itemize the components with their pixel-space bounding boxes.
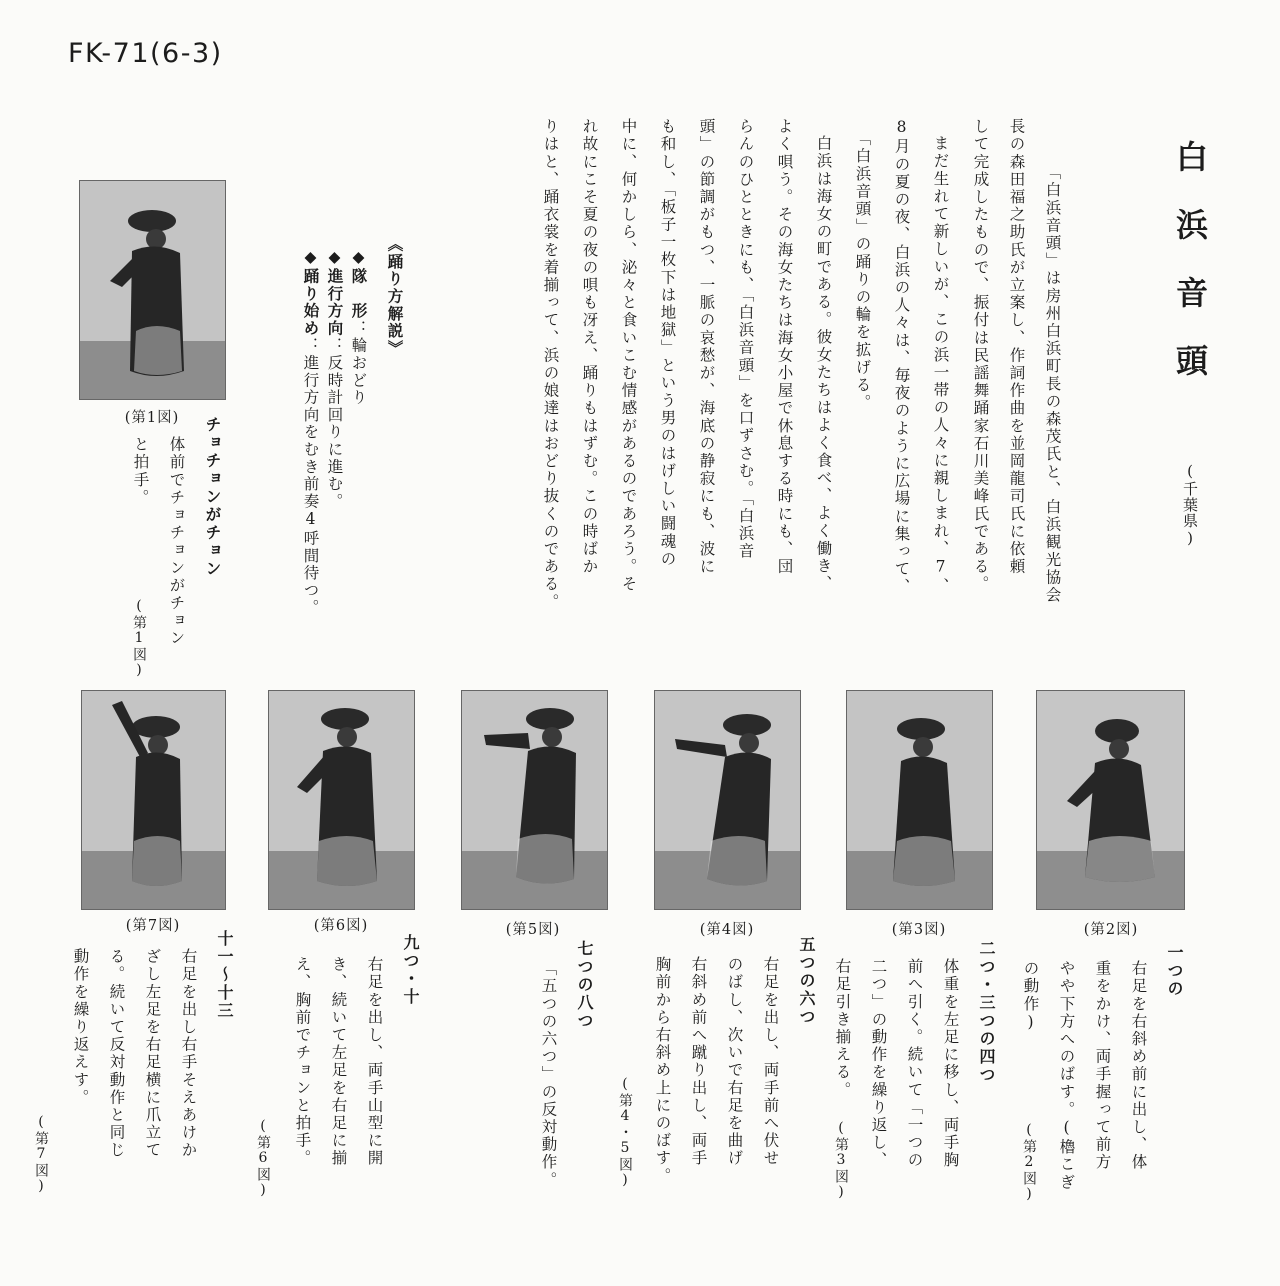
intro-line: も和し、「板子一枚下は地獄」という男のはげしい闘魂の: [658, 118, 677, 568]
legend-separator: ：: [325, 337, 344, 355]
step-line: 重をかけ、両手握って前方: [1093, 960, 1112, 1172]
dance-photo-fig6: [268, 690, 415, 910]
diamond-icon: ◆: [301, 248, 320, 268]
page-title: 白浜音頭: [1171, 140, 1209, 412]
photo-caption: (第6図): [313, 918, 369, 934]
diamond-icon: ◆: [325, 248, 344, 268]
intro-line: 白浜は海女の町である。彼女たちはよく食べ、よく働き、: [814, 135, 833, 593]
dance-photo-fig7: [81, 690, 226, 910]
photo-caption: (第2図): [1083, 922, 1139, 938]
step-line: 右足を出し、両手山型に開: [365, 956, 384, 1168]
step-line: やや下方へのばす。(櫓こぎ: [1057, 960, 1076, 1192]
legend-label: 進行方向: [325, 267, 344, 338]
step-heading: 十一〜十三: [215, 930, 234, 1020]
step-line: 右斜め前へ蹴り出し、両手: [689, 956, 708, 1168]
step-line: き、続いて左足を右足に揃: [329, 956, 348, 1168]
legend-separator: ：: [301, 337, 320, 355]
step-line: え、胸前でチョンと拍手。: [293, 956, 312, 1168]
dance-photo-fig3: [846, 690, 993, 910]
step-line: 「五つの六つ」の反対動作。: [539, 960, 558, 1189]
step-heading: 九つ・十: [401, 934, 420, 1006]
step-line: 体前でチョチョンがチョン: [167, 436, 186, 648]
step-figure-ref: (第7図): [33, 1114, 49, 1195]
intro-line: 中に、何かしら、泌々と食いこむ情感があるのであろう。そ: [619, 118, 638, 594]
legend-item-direction: [326, 248, 342, 510]
document-code: FK-71(6-3): [68, 38, 223, 69]
step-figure-ref: (第1図): [131, 598, 147, 679]
step-line: 前へ引く。続いて「一つの: [905, 958, 924, 1170]
intro-line: 頭」の節調がもつ、一脈の哀愁が、海底の静寂にも、波に: [697, 118, 716, 576]
intro-line: 「白浜音頭」は房州白浜町長の森茂氏と、白浜観光協会: [1043, 164, 1062, 604]
step-line: 右足を右斜め前に出し、体: [1129, 960, 1148, 1172]
photo-caption: (第3図): [891, 922, 947, 938]
legend-label: 踊り始め: [301, 267, 320, 338]
diamond-icon: ◆: [349, 248, 368, 268]
step-line: ざし左足を右足横に爪立て: [143, 948, 162, 1160]
step-heading: 一つの: [1165, 944, 1184, 998]
step-line: 体重を左足に移し、両手胸: [941, 958, 960, 1170]
step-line: 動作を繰り返えす。: [71, 948, 90, 1107]
step-line: 右足を出し、両手前へ伏せ: [761, 956, 780, 1168]
dance-photo-fig5: [461, 690, 608, 910]
photo-caption: (第5図): [505, 922, 561, 938]
intro-line: 8月の夏の夜、白浜の人々は、毎夜のように広場に集って、: [892, 118, 911, 596]
intro-line: りはと、踊衣裳を着揃って、浜の娘達はおどり抜くのである。: [541, 118, 560, 611]
step-heading: チョチョンがチョン: [203, 416, 222, 578]
step-line: 胸前から右斜め上にのばす。: [653, 956, 672, 1185]
legend-separator: ：: [349, 319, 368, 338]
step-figure-ref: (第6図): [255, 1118, 271, 1199]
legend-label: 隊 形: [349, 267, 368, 320]
intro-line: れ故にこそ夏の夜の唄も冴え、踊りもはずむ。この時ばか: [580, 118, 599, 576]
step-line: 右足を出し右手そえあけか: [179, 948, 198, 1160]
dance-photo-fig2: [1036, 690, 1185, 910]
intro-line: まだ生れて新しいが、この浜一帯の人々に親しまれ、7、: [931, 135, 950, 596]
step-heading: 五つの六つ: [797, 936, 816, 1026]
step-heading: 七つの八つ: [575, 940, 594, 1030]
step-figure-ref: (第2図): [1021, 1122, 1037, 1203]
step-line: る。続いて反対動作と同じ: [107, 948, 126, 1160]
photo-caption: (第7図): [125, 918, 181, 934]
step-figure-ref: (第4・5図): [617, 1076, 633, 1189]
step-line: のばし、次いで右足を曲げ: [725, 956, 744, 1168]
intro-line: して完成したもので、振付は民謡舞踊家石川美峰氏である。: [971, 118, 990, 594]
legend-value: 反時計回りに進む。: [325, 354, 344, 511]
step-heading: 二つ・三つの四つ: [977, 940, 996, 1084]
legend-item-start: [302, 248, 318, 616]
dance-photo-fig1: [79, 180, 226, 400]
legend-item-formation: [350, 248, 366, 406]
step-line: の動作): [1021, 960, 1040, 1033]
step-line: 二つ」の動作を繰り返し、: [869, 958, 888, 1170]
dance-photo-fig4: [654, 690, 801, 910]
intro-line: 「白浜音頭」の踊りの輪を拡げる。: [853, 130, 872, 412]
intro-line: 長の森田福之助氏が立案し、作詞作曲を並岡龍司氏に依頼: [1007, 118, 1026, 576]
legend-value: 輪おどり: [349, 337, 368, 407]
title-prefecture: (千葉県): [1181, 462, 1199, 548]
step-line: と拍手。: [131, 436, 150, 507]
photo-caption: (第4図): [699, 922, 755, 938]
step-figure-ref: (第3図): [833, 1120, 849, 1201]
legend-value: 進行方向をむき前奏4呼間待つ。: [301, 354, 320, 617]
step-line: 右足引き揃える。: [833, 958, 852, 1099]
photo-caption: (第1図): [124, 410, 180, 426]
legend-title: 《踊り方解説》: [385, 236, 404, 358]
intro-line: らんのひとときにも、「白浜音頭」を口ずさむ。「白浜音: [736, 118, 755, 561]
intro-line: よく唄う。その海女たちは海女小屋で休息する時にも、団: [775, 118, 794, 576]
